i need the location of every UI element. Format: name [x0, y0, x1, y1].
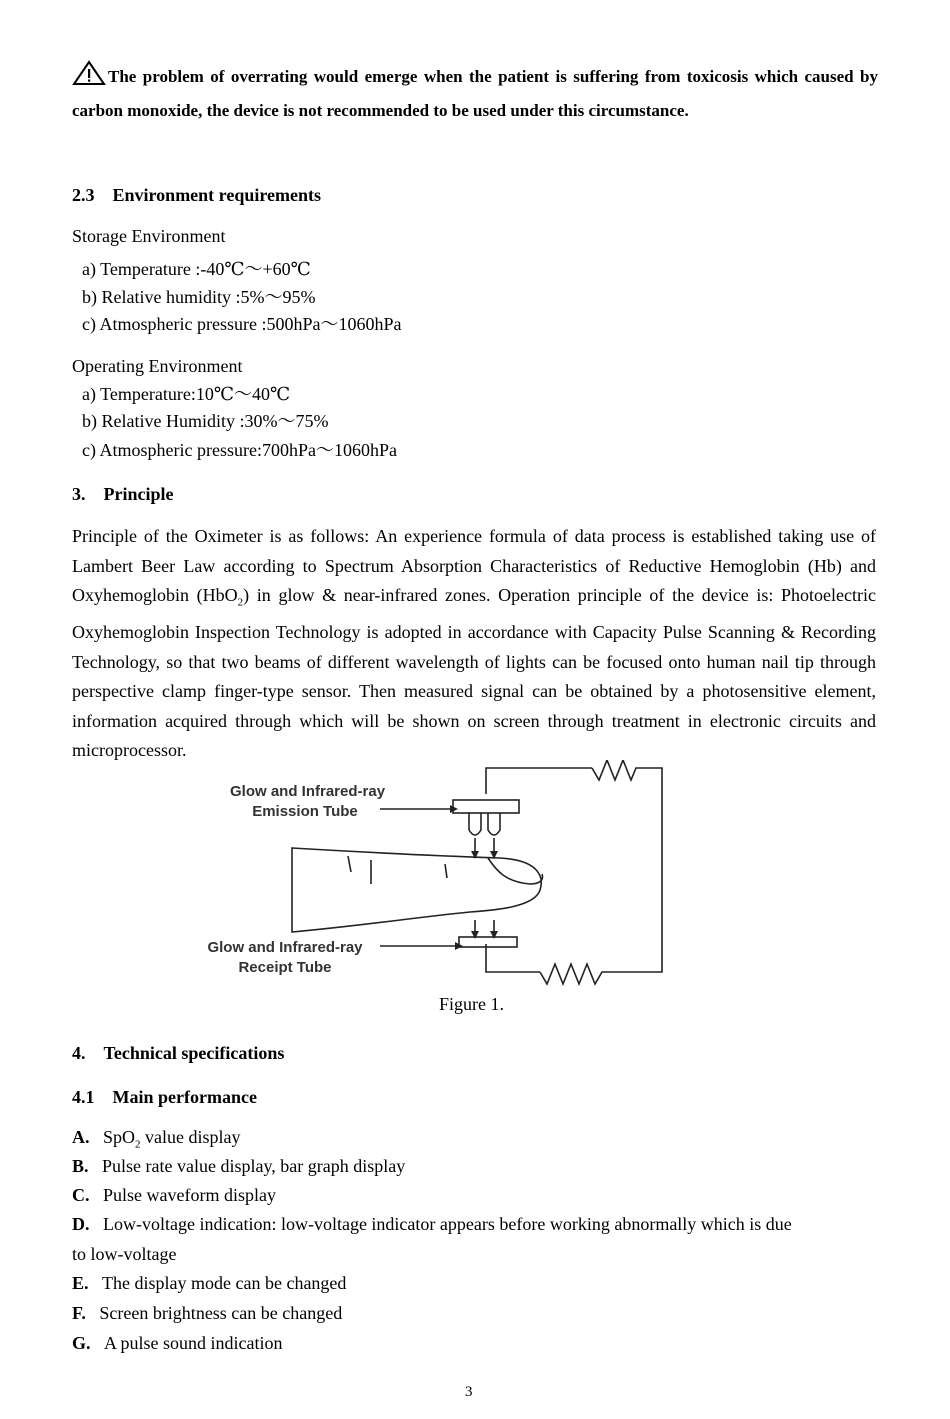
- warning-paragraph: [72, 60, 878, 128]
- spec-item-d: D. Low-voltage indication: low-voltage indicator appears before working abnormally which is due: [72, 1214, 792, 1234]
- operating-temperature: a) Temperature:10℃～40℃: [82, 384, 291, 404]
- spec-item-a: A. SpO$_2$ value display: [72, 1127, 241, 1151]
- operating-title: Operating Environment: [72, 356, 243, 376]
- spec-item-d-continued: to low-voltage: [72, 1244, 177, 1264]
- specs-heading: 4. Technical specifications: [72, 1043, 285, 1063]
- storage-humidity: b) Relative humidity :5%～95%: [82, 287, 316, 307]
- oximeter-principle-diagram: [200, 760, 680, 1000]
- main-performance-heading: 4.1 Main performance: [72, 1087, 257, 1107]
- emission-tube-label: Glow and Infrared-ray Emission Tube: [230, 783, 386, 820]
- env-heading: 2.3 Environment requirements: [72, 185, 322, 205]
- operating-pressure: c) Atmospheric pressure:700hPa～1060hPa: [82, 440, 397, 460]
- operating-humidity: b) Relative Humidity :30%～75%: [82, 411, 329, 431]
- principle-paragraph: Principle of the Oximeter is as follows: An experience formula of data process is established taking use of Lambert Beer Law according to Spectrum Absorption Characteristics of Reductive Hemoglobin (Hb) and Oxyhemoglobin (HbO$_2$) in glow & near-infrared zones. Operation principle of the device is: Photoelectric Oxyhemoglobin Inspection Technology is adopted in accordance with Capacity Pulse Scanning & Recording Technology, so that two beams of different wavelength of lights can be focused onto human nail tip through perspective clamp finger-type sensor. Then measured signal can be obtained by a photosensitive element, information acquired through which will be shown on screen through treatment in electronic circuits and microprocessor.: [72, 526, 876, 761]
- storage-title: Storage Environment: [72, 226, 226, 246]
- figure-caption: Figure 1.: [439, 994, 504, 1014]
- storage-pressure: c) Atmospheric pressure :500hPa～1060hPa: [82, 314, 402, 334]
- spec-item-e: E. The display mode can be changed: [72, 1273, 347, 1293]
- spec-item-g: G. A pulse sound indication: [72, 1333, 283, 1353]
- spec-item-f: F. Screen brightness can be changed: [72, 1303, 343, 1323]
- receipt-tube-label: Glow and Infrared-ray Receipt Tube: [207, 939, 363, 976]
- spec-item-b: B. Pulse rate value display, bar graph display: [72, 1156, 406, 1176]
- storage-temperature: a) Temperature :-40℃～+60℃: [82, 259, 311, 279]
- spec-item-c: C. Pulse waveform display: [72, 1185, 276, 1205]
- warning-triangle-icon: [72, 60, 106, 86]
- warning-text: The problem of overrating would emerge when the patient is suffering from toxicosis which caused by carbon monoxide, the device is not recommended to be used under this circumstance.: [72, 67, 878, 120]
- page-number: 3: [465, 1384, 473, 1400]
- principle-heading: 3. Principle: [72, 484, 174, 504]
